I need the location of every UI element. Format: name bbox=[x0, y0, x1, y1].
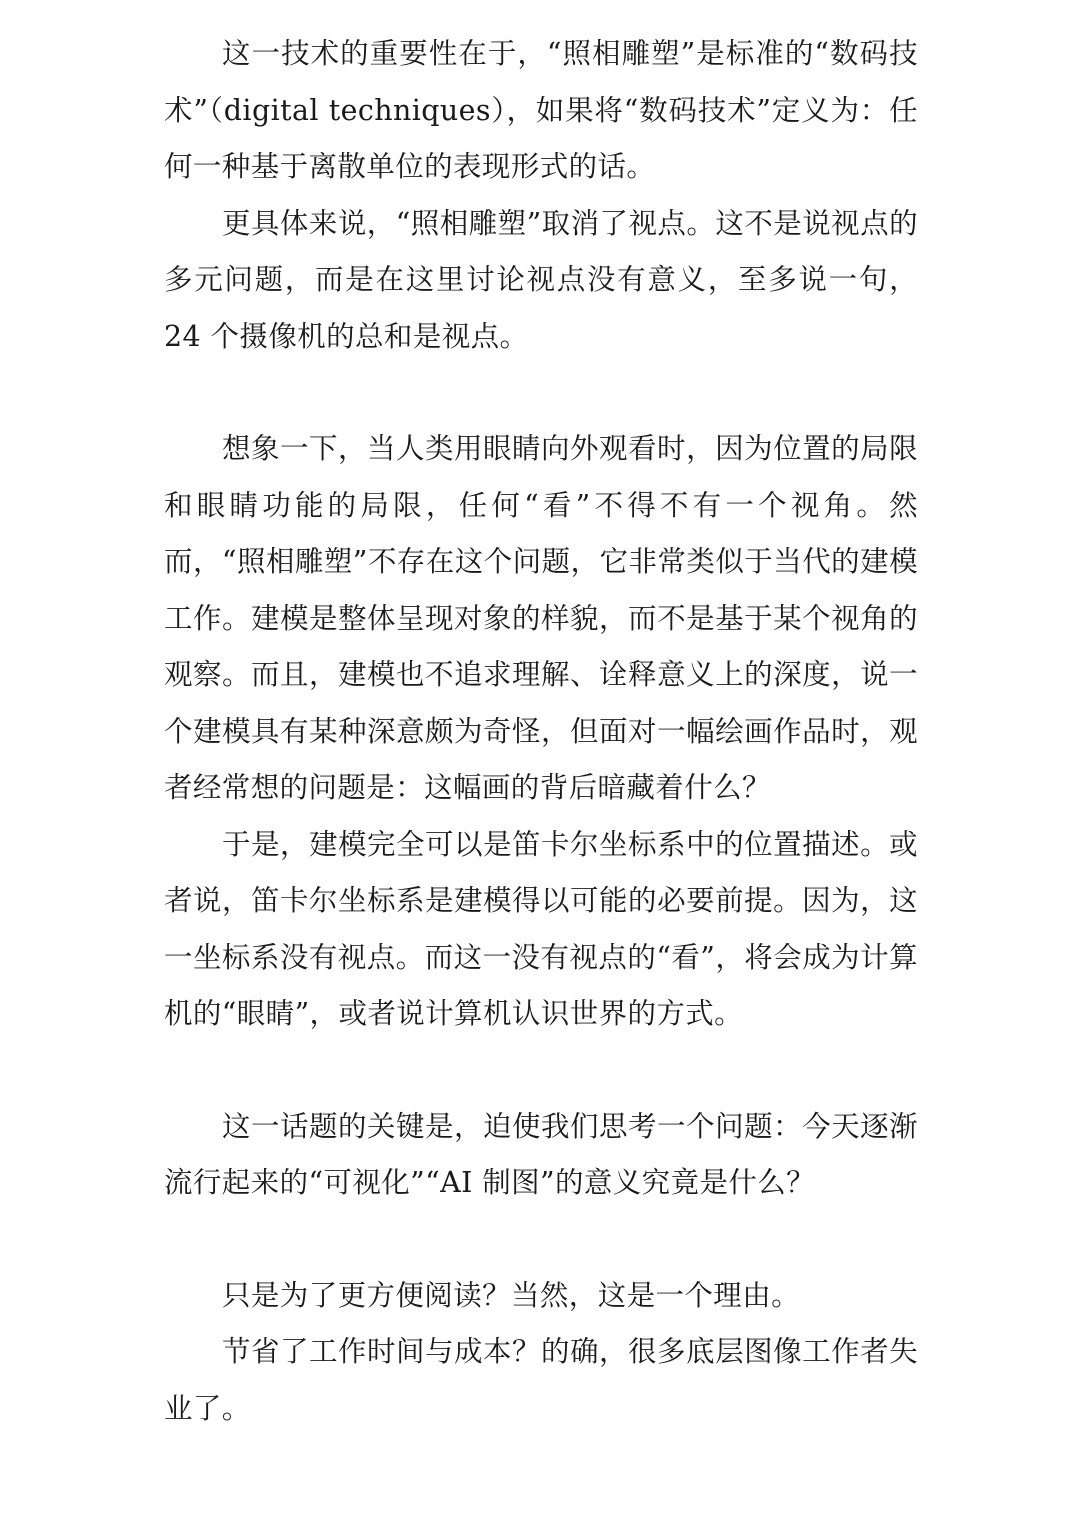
paragraph-modeling: 想象一下，当人类用眼睛向外观看时，因为位置的局限和眼睛功能的局限，任何“看”不得不有一个视角。然而，“照相雕塑”不存在这个问题，它非常类似于当代的建模工作。建模是整体呈现对象的样貌，而不是基于某个视角的观察。而且，建模也不追求理解、诠释意义上的深度，说一个建模具有某种深意颇为奇怪，但面对一幅绘画作品时，观者经常想的问题是：这幅画的背后暗藏着什么？ bbox=[164, 432, 918, 804]
paragraph-reading: 只是为了更方便阅读？当然，这是一个理由。 bbox=[222, 1278, 801, 1312]
document-page bbox=[164, 26, 918, 1437]
section-gap bbox=[164, 1212, 918, 1268]
paragraph-key-question: 这一话题的关键是，迫使我们思考一个问题：今天逐渐流行起来的“可视化”“AI 制图”的意义究竟是什么？ bbox=[164, 1109, 918, 1199]
paragraph-cost: 节省了工作时间与成本？的确，很多底层图像工作者失业了。 bbox=[164, 1335, 918, 1425]
paragraph-digital-techniques: 这一技术的重要性在于，“照相雕塑”是标准的“数码技术”（digital techniques），如果将“数码技术”定义为：任何一种基于离散单位的表现形式的话。 bbox=[164, 37, 918, 183]
paragraph-cartesian: 于是，建模完全可以是笛卡尔坐标系中的位置描述。或者说，笛卡尔坐标系是建模得以可能的必要前提。因为，这一坐标系没有视点。而这一没有视点的“看”，将会成为计算机的“眼睛”，或者说计算机认识世界的方式。 bbox=[164, 827, 918, 1030]
section-gap bbox=[164, 365, 918, 421]
section-gap bbox=[164, 1043, 918, 1099]
paragraph-viewpoint: 更具体来说，“照相雕塑”取消了视点。这不是说视点的多元问题，而是在这里讨论视点没有意义，至多说一句，24 个摄像机的总和是视点。 bbox=[164, 206, 918, 353]
